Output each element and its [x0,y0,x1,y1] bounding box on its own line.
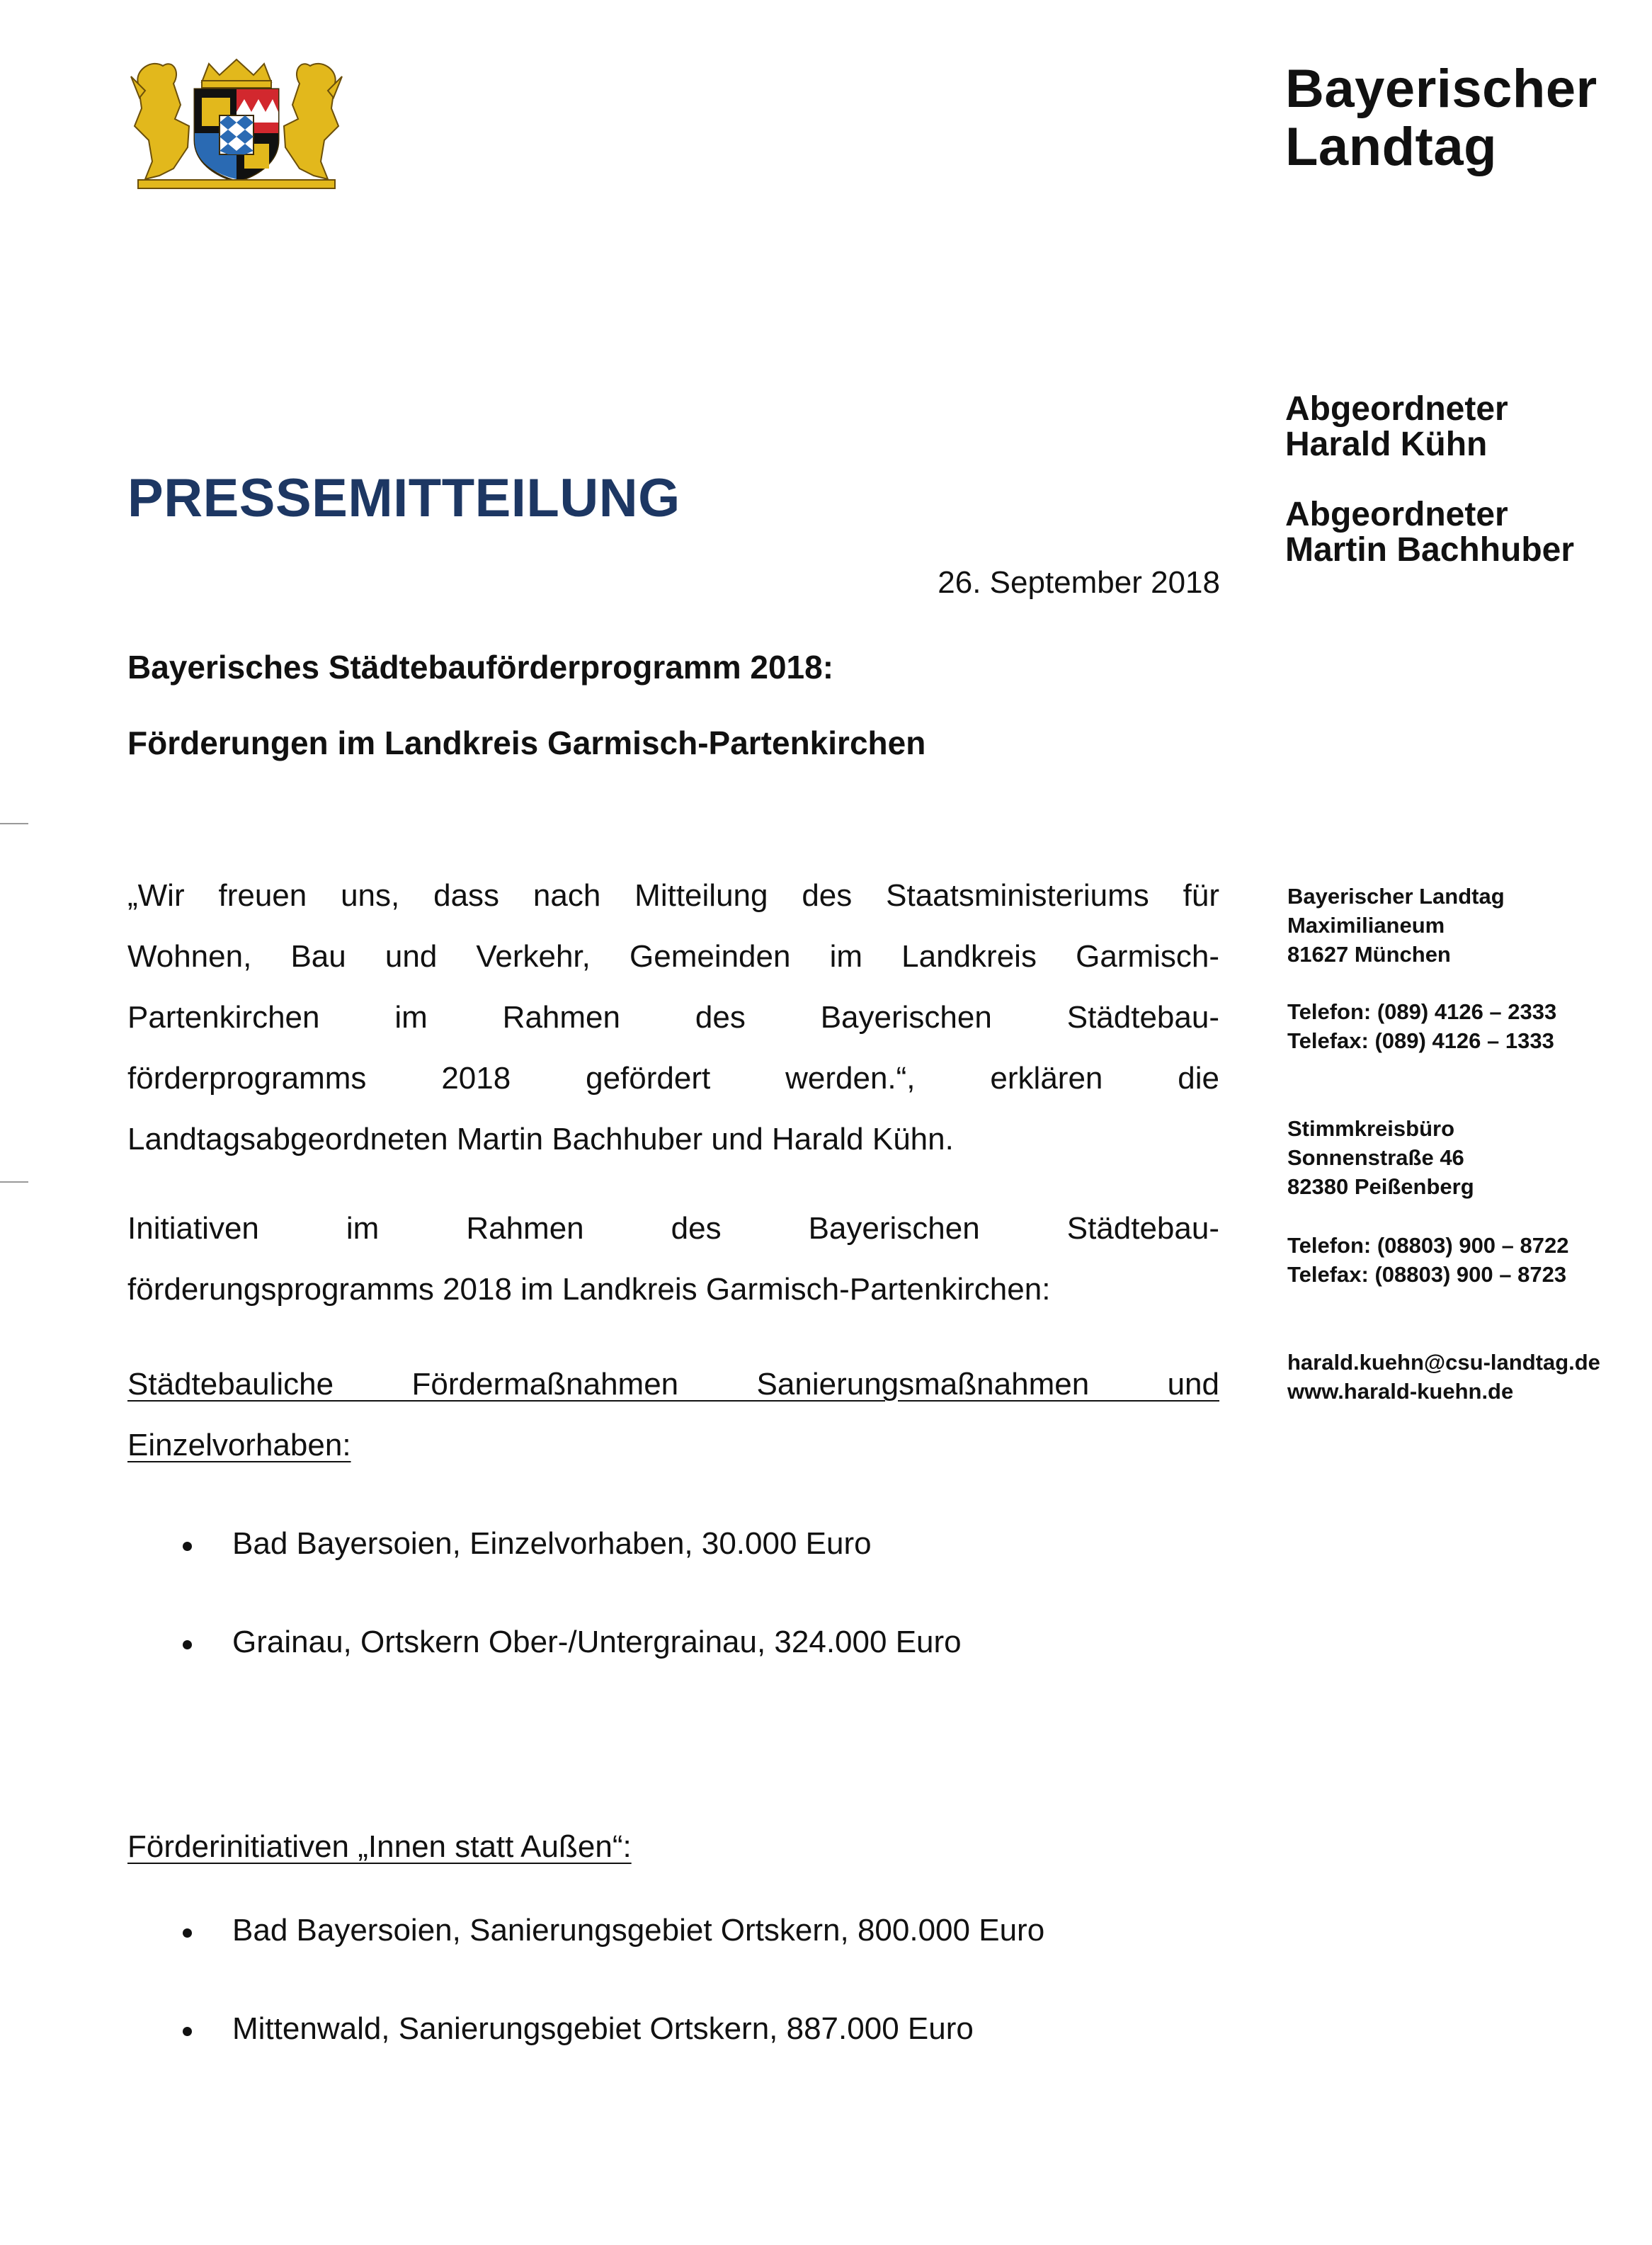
section-heading-2 [127,1817,1219,1877]
release-date: 26. September 2018 [938,565,1220,600]
brand-name [1285,60,1597,176]
fold-mark [0,823,28,824]
contact-office [1287,1114,1474,1201]
contact-web [1287,1348,1600,1406]
text-line: Partenkirchen im Rahmen des Bayerischen Städtebau- [127,1000,1219,1035]
text-line: Wohnen, Bau und Verkehr, Gemeinden im Landkreis Garmisch- [127,939,1219,974]
deputy-name: Harald Kühn [1285,426,1488,463]
brand-line-1: Bayerischer [1285,59,1597,119]
contact-line: Sonnenstraße 46 [1287,1145,1464,1170]
email-link[interactable]: harald.kuehn@csu-landtag.de [1287,1350,1600,1375]
paragraph-initiatives [127,1198,1219,1320]
contact-line: Stimmkreisbüro [1287,1116,1455,1141]
fold-mark [0,1181,28,1183]
section-heading-1 [127,1354,1219,1476]
text-line: förderprogramms 2018 gefördert werden.“, erklären die [127,1061,1219,1096]
contact-address [1287,882,1505,969]
contact-line: Telefon: (08803) 900 – 8722 [1287,1233,1569,1258]
contact-line: Bayerischer Landtag [1287,884,1505,909]
contact-phones-landtag [1287,997,1556,1055]
deputy-name: Martin Bachhuber [1285,531,1575,569]
contact-line: 82380 Peißenberg [1287,1174,1474,1199]
list-item: Bad Bayersoien, Einzelvorhaben, 30.000 Euro [127,1526,1260,1569]
bullet-icon [183,1542,192,1551]
text-line: Einzelvorhaben: [127,1428,351,1462]
headline-1: Bayerisches Städtebauförderprogramm 2018: [127,649,834,686]
text-line: Städtebauliche Fördermaßnahmen Sanierungsmaßnahmen und [127,1367,1219,1402]
contact-phones-office [1287,1231,1568,1289]
deputy-label: Abgeordneter [1285,496,1508,533]
bullet-icon [183,1640,192,1649]
deputy-label: Abgeordneter [1285,390,1508,428]
list-item: Grainau, Ortskern Ober-/Untergrainau, 324.000 Euro [127,1625,1260,1667]
page-title: PRESSEMITTEILUNG [127,468,680,528]
text-line: Landtagsabgeordneten Martin Bachhuber und Harald Kühn. [127,1122,954,1156]
website-link[interactable]: www.harald-kuehn.de [1287,1379,1514,1404]
bullet-icon [183,2027,192,2036]
text-line: förderungsprogramms 2018 im Landkreis Garmisch-Partenkirchen: [127,1272,1051,1307]
text-line: Förderinitiativen „Innen statt Außen“: [127,1829,632,1864]
contact-line: Maximilianeum [1287,913,1445,938]
deputy-block-2 [1285,497,1574,568]
list-item: Mittenwald, Sanierungsgebiet Ortskern, 887.000 Euro [127,2011,1260,2054]
contact-line: Telefax: (08803) 900 – 8723 [1287,1262,1567,1287]
deputy-block-1 [1285,392,1508,462]
bavarian-coat-of-arms-icon [124,55,349,191]
headline-2: Förderungen im Landkreis Garmisch-Partenkirchen [127,724,926,761]
contact-line: Telefax: (089) 4126 – 1333 [1287,1028,1554,1053]
text-line: „Wir freuen uns, dass nach Mitteilung des Staatsministeriums für [127,878,1219,913]
bullet-icon [183,1928,192,1938]
contact-line: Telefon: (089) 4126 – 2333 [1287,999,1557,1024]
brand-line-2: Landtag [1285,117,1498,177]
text-line: Initiativen im Rahmen des Bayerischen Städtebau- [127,1211,1219,1246]
paragraph-quote [127,865,1219,1170]
contact-line: 81627 München [1287,942,1451,967]
list-item: Bad Bayersoien, Sanierungsgebiet Ortskern, 800.000 Euro [127,1913,1260,1955]
